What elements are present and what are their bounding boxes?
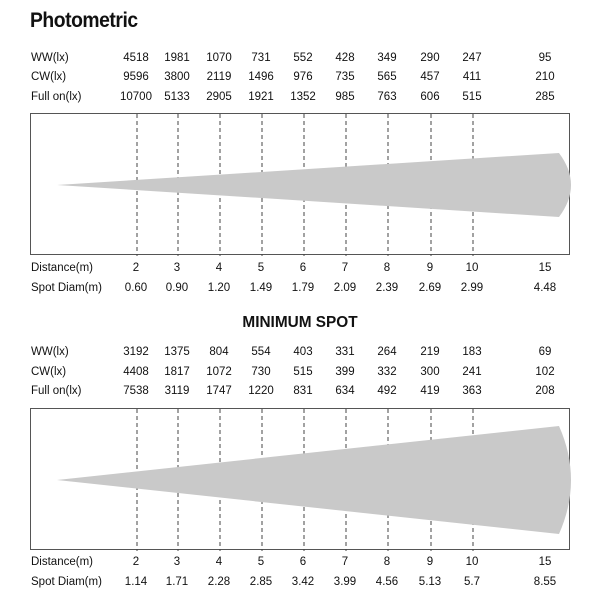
photometric-full-on-lx-row-value: 10700	[120, 91, 152, 103]
photometric-ww-lx-row-value: 552	[293, 52, 313, 64]
photometric-spot-diam-row-value: 1.20	[207, 282, 231, 294]
minimum-spot-spot-diam-row	[0, 576, 600, 594]
row-label: Full on(lx)	[31, 385, 82, 397]
minimum-spot-spot-diam-row-value: 5.13	[418, 576, 442, 588]
photometric-distance-row-value: 9	[426, 262, 434, 274]
section-title-minimum-spot: MINIMUM SPOT	[242, 314, 358, 331]
photometric-ww-lx-row-value: 4518	[123, 52, 149, 64]
photometric-spot-diam-row-value: 2.99	[460, 282, 484, 294]
photometric-full-on-lx-row-value: 1352	[290, 91, 316, 103]
minimum-spot-ww-lx-row-value: 554	[251, 346, 271, 358]
photometric-beam-diagram	[30, 113, 570, 255]
minimum-spot-cw-lx-row-value: 332	[377, 366, 397, 378]
photometric-ww-lx-row-value: 428	[335, 52, 355, 64]
photometric-cw-lx-row-value: 2119	[206, 71, 232, 83]
photometric-distance-row-value: 6	[299, 262, 307, 274]
photometric-ww-lx-row-value: 349	[377, 52, 397, 64]
minimum-spot-distance-row-value: 8	[383, 556, 391, 568]
photometric-ww-lx-row-value: 247	[462, 52, 482, 64]
minimum-spot-cw-lx-row-value: 300	[420, 366, 440, 378]
row-label: CW(lx)	[31, 366, 67, 378]
minimum-spot-spot-diam-row-value: 1.71	[165, 576, 189, 588]
photometric-spot-diam-row	[0, 282, 600, 300]
photometric-distance-row-value: 5	[257, 262, 265, 274]
spot-diam-label: Spot Diam(m)	[31, 282, 102, 294]
photometric-ww-lx-row-value: 731	[251, 52, 271, 64]
minimum-spot-full-on-lx-row-value: 1747	[206, 385, 232, 397]
photometric-cw-lx-row-value: 210	[535, 71, 555, 83]
photometric-ww-lx-row-value: 95	[538, 52, 552, 64]
photometric-full-on-lx-row-value: 515	[462, 91, 482, 103]
minimum-spot-distance-row-value: 5	[257, 556, 265, 568]
minimum-spot-distance-row-value: 10	[465, 556, 479, 568]
minimum-spot-spot-diam-row-value: 5.7	[464, 576, 480, 588]
photometric-distance-row-value: 15	[538, 262, 552, 274]
photometric-ww-lx-row-value: 290	[420, 52, 440, 64]
photometric-full-on-lx-row-value: 606	[420, 91, 440, 103]
minimum-spot-cw-lx-row-value: 515	[293, 366, 313, 378]
photometric-full-on-lx-row	[0, 91, 600, 109]
minimum-spot-full-on-lx-row	[0, 385, 600, 403]
distance-label: Distance(m)	[31, 556, 93, 568]
row-label: Full on(lx)	[31, 91, 82, 103]
minimum-spot-distance-row-value: 4	[215, 556, 223, 568]
photometric-spot-diam-row-value: 2.09	[333, 282, 357, 294]
minimum-spot-spot-diam-row-value: 2.28	[207, 576, 231, 588]
beam-svg	[31, 409, 571, 551]
photometric-ww-lx-row-value: 1070	[206, 52, 232, 64]
minimum-spot-ww-lx-row	[0, 346, 600, 364]
minimum-spot-full-on-lx-row-value: 363	[462, 385, 482, 397]
distance-label: Distance(m)	[31, 262, 93, 274]
photometric-distance-row-value: 8	[383, 262, 391, 274]
photometric-cw-lx-row-value: 735	[335, 71, 355, 83]
photometric-cw-lx-row-value: 565	[377, 71, 397, 83]
photometric-full-on-lx-row-value: 2905	[206, 91, 232, 103]
row-label: CW(lx)	[31, 71, 67, 83]
minimum-spot-full-on-lx-row-value: 419	[420, 385, 440, 397]
photometric-cw-lx-row-value: 457	[420, 71, 440, 83]
minimum-spot-distance-row-value: 15	[538, 556, 552, 568]
minimum-spot-full-on-lx-row-value: 831	[293, 385, 313, 397]
light-beam-cone	[57, 153, 571, 217]
minimum-spot-ww-lx-row-value: 403	[293, 346, 313, 358]
photometric-distance-row-value: 2	[132, 262, 140, 274]
minimum-spot-spot-diam-row-value: 4.56	[375, 576, 399, 588]
photometric-spot-diam-row-value: 4.48	[533, 282, 557, 294]
minimum-spot-distance-row-value: 9	[426, 556, 434, 568]
minimum-spot-cw-lx-row-value: 1817	[164, 366, 190, 378]
minimum-spot-distance-row-value: 3	[173, 556, 181, 568]
photometric-ww-lx-row-value: 1981	[164, 52, 190, 64]
photometric-distance-row	[0, 262, 600, 280]
photometric-ww-lx-row	[0, 52, 600, 70]
photometric-cw-lx-row-value: 9596	[123, 71, 149, 83]
photometric-distance-row-value: 3	[173, 262, 181, 274]
minimum-spot-cw-lx-row-value: 1072	[206, 366, 232, 378]
light-beam-cone	[57, 426, 571, 534]
minimum-spot-full-on-lx-row-value: 634	[335, 385, 355, 397]
minimum-spot-cw-lx-row-value: 102	[535, 366, 555, 378]
minimum-spot-spot-diam-row-value: 3.42	[291, 576, 315, 588]
minimum-spot-ww-lx-row-value: 264	[377, 346, 397, 358]
photometric-full-on-lx-row-value: 985	[335, 91, 355, 103]
minimum-spot-spot-diam-row-value: 3.99	[333, 576, 357, 588]
minimum-spot-spot-diam-row-value: 2.85	[249, 576, 273, 588]
page-title: Photometric	[30, 9, 138, 32]
photometric-distance-row-value: 4	[215, 262, 223, 274]
minimum-spot-full-on-lx-row-value: 7538	[123, 385, 149, 397]
minimum-spot-cw-lx-row-value: 730	[251, 366, 271, 378]
minimum-spot-ww-lx-row-value: 804	[209, 346, 229, 358]
minimum-spot-cw-lx-row-value: 4408	[123, 366, 149, 378]
photometric-spot-diam-row-value: 0.60	[124, 282, 148, 294]
photometric-cw-lx-row-value: 1496	[248, 71, 274, 83]
photometric-cw-lx-row-value: 976	[293, 71, 313, 83]
minimum-spot-ww-lx-row-value: 3192	[123, 346, 149, 358]
photometric-spot-diam-row-value: 2.39	[375, 282, 399, 294]
row-label: WW(lx)	[31, 52, 69, 64]
minimum-spot-distance-row-value: 6	[299, 556, 307, 568]
spot-diam-label: Spot Diam(m)	[31, 576, 102, 588]
photometric-full-on-lx-row-value: 285	[535, 91, 555, 103]
minimum-spot-ww-lx-row-value: 1375	[164, 346, 190, 358]
minimum-spot-full-on-lx-row-value: 208	[535, 385, 555, 397]
minimum-spot-cw-lx-row-value: 241	[462, 366, 482, 378]
minimum-spot-beam-diagram	[30, 408, 570, 550]
photometric-cw-lx-row	[0, 71, 600, 89]
minimum-spot-ww-lx-row-value: 69	[538, 346, 552, 358]
beam-svg	[31, 114, 571, 256]
minimum-spot-ww-lx-row-value: 331	[335, 346, 355, 358]
photometric-spot-diam-row-value: 1.79	[291, 282, 315, 294]
photometric-spot-diam-row-value: 1.49	[249, 282, 273, 294]
photometric-distance-row-value: 10	[465, 262, 479, 274]
row-label: WW(lx)	[31, 346, 69, 358]
minimum-spot-full-on-lx-row-value: 3119	[164, 385, 190, 397]
minimum-spot-distance-row-value: 2	[132, 556, 140, 568]
minimum-spot-spot-diam-row-value: 8.55	[533, 576, 557, 588]
photometric-distance-row-value: 7	[341, 262, 349, 274]
minimum-spot-ww-lx-row-value: 183	[462, 346, 482, 358]
minimum-spot-cw-lx-row	[0, 366, 600, 384]
minimum-spot-cw-lx-row-value: 399	[335, 366, 355, 378]
photometric-full-on-lx-row-value: 1921	[248, 91, 274, 103]
minimum-spot-ww-lx-row-value: 219	[420, 346, 440, 358]
minimum-spot-spot-diam-row-value: 1.14	[124, 576, 148, 588]
photometric-cw-lx-row-value: 411	[462, 71, 482, 83]
minimum-spot-full-on-lx-row-value: 492	[377, 385, 397, 397]
photometric-spot-diam-row-value: 2.69	[418, 282, 442, 294]
photometric-cw-lx-row-value: 3800	[164, 71, 190, 83]
photometric-spot-diam-row-value: 0.90	[165, 282, 189, 294]
minimum-spot-distance-row	[0, 556, 600, 574]
photometric-full-on-lx-row-value: 763	[377, 91, 397, 103]
minimum-spot-distance-row-value: 7	[341, 556, 349, 568]
minimum-spot-full-on-lx-row-value: 1220	[248, 385, 274, 397]
photometric-full-on-lx-row-value: 5133	[164, 91, 190, 103]
